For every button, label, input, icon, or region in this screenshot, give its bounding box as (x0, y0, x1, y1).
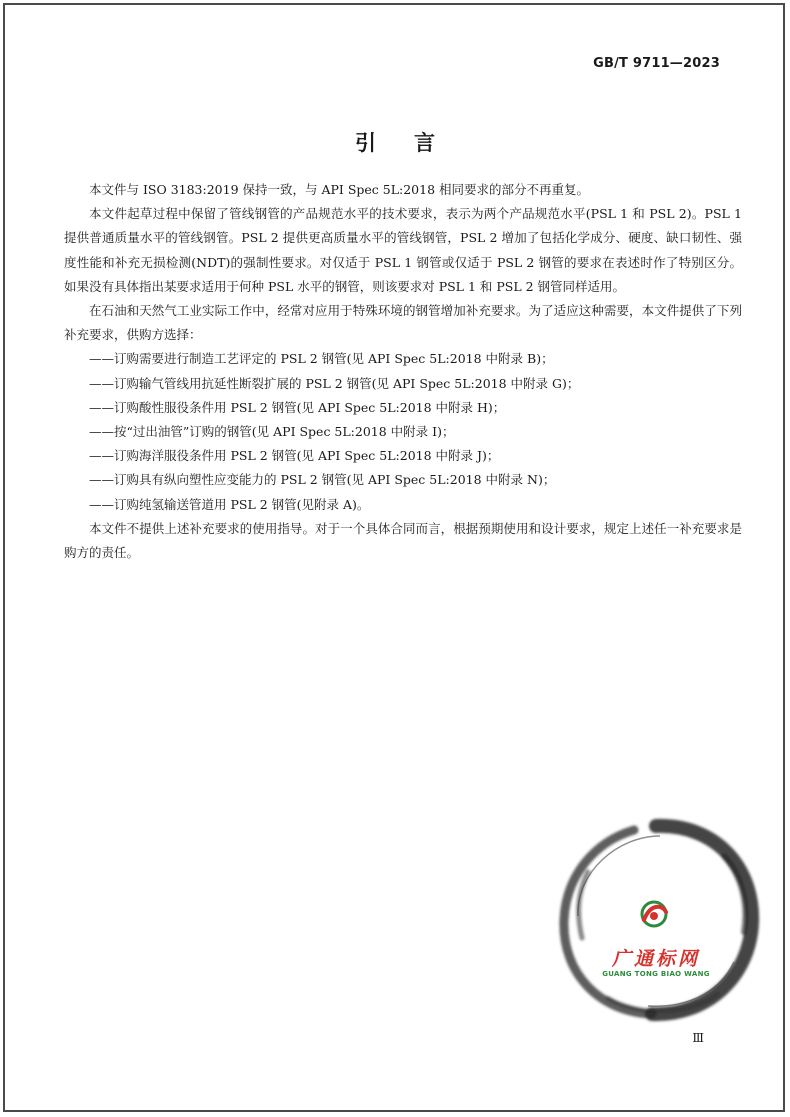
closing-paragraph: 本文件不提供上述补充要求的使用指导。对于一个具体合同而言，根据预期使用和设计要求，规定上述任一补充要求是购方的责任。 (64, 520, 742, 561)
list-item: ——订购具有纵向塑性应变能力的 PSL 2 钢管(见 API Spec 5L:2018 中附录 N)； (89, 472, 556, 488)
list-item: ——按“过出油管”订购的钢管(见 API Spec 5L:2018 中附录 I)； (89, 424, 455, 440)
seal-name-en: GUANG TONG BIAO WANG (602, 970, 710, 978)
page-number: Ⅲ (692, 1031, 704, 1045)
list-item: ——订购需要进行制造工艺评定的 PSL 2 钢管(见 API Spec 5L:2018 中附录 B)； (89, 351, 554, 367)
list-item: ——订购海洋服役条件用 PSL 2 钢管(见 API Spec 5L:2018 中附录 J)； (89, 448, 500, 464)
list-item: ——订购输气管线用抗延性断裂扩展的 PSL 2 钢管(见 API Spec 5L:2018 中附录 G)； (89, 375, 580, 391)
seal-name-cn: 广通标网 (611, 948, 700, 970)
list-item: ——订购酸性服役条件用 PSL 2 钢管(见 API Spec 5L:2018 中附录 H)； (89, 399, 506, 415)
standard-code: GB/T 9711—2023 (593, 56, 720, 71)
document-body (64, 178, 742, 565)
paragraph: 在石油和天然气工业实际工作中，经常对应用于特殊环境的钢管增加补充要求。为了适应这种需要，本文件提供了下列补充要求，供购方选择： (64, 303, 742, 343)
list-item: ——订购纯氢输送管道用 PSL 2 钢管(见附录 A)。 (89, 496, 370, 512)
paragraph: 本文件起草过程中保留了管线钢管的产品规范水平的技术要求，表示为两个产品规范水平(PSL 1 和 PSL 2)。PSL 1 提供普通质量水平的管线钢管。PSL 2 提供更高质量水平的管线钢管，PSL 2 增加了包括化学成分、硬度、缺口韧性、强度性能和补充无损检测(NDT)的强制性要求。对仅适于 PSL 1 钢管或仅适于 PSL 2 钢管的要求在表述时作了特别区分。如果没有具体指出某要求适用于何种 PSL 水平的钢管，则该要求对 PSL 1 和 PSL 2 钢管同样适用。 (64, 206, 742, 294)
watermark-seal (548, 812, 764, 1028)
paragraph: 本文件与 ISO 3183:2019 保持一致，与 API Spec 5L:2018 相同要求的部分不再重复。 (89, 182, 590, 197)
seal-logo-icon (548, 812, 764, 1028)
page-title: 引言 (355, 131, 473, 155)
